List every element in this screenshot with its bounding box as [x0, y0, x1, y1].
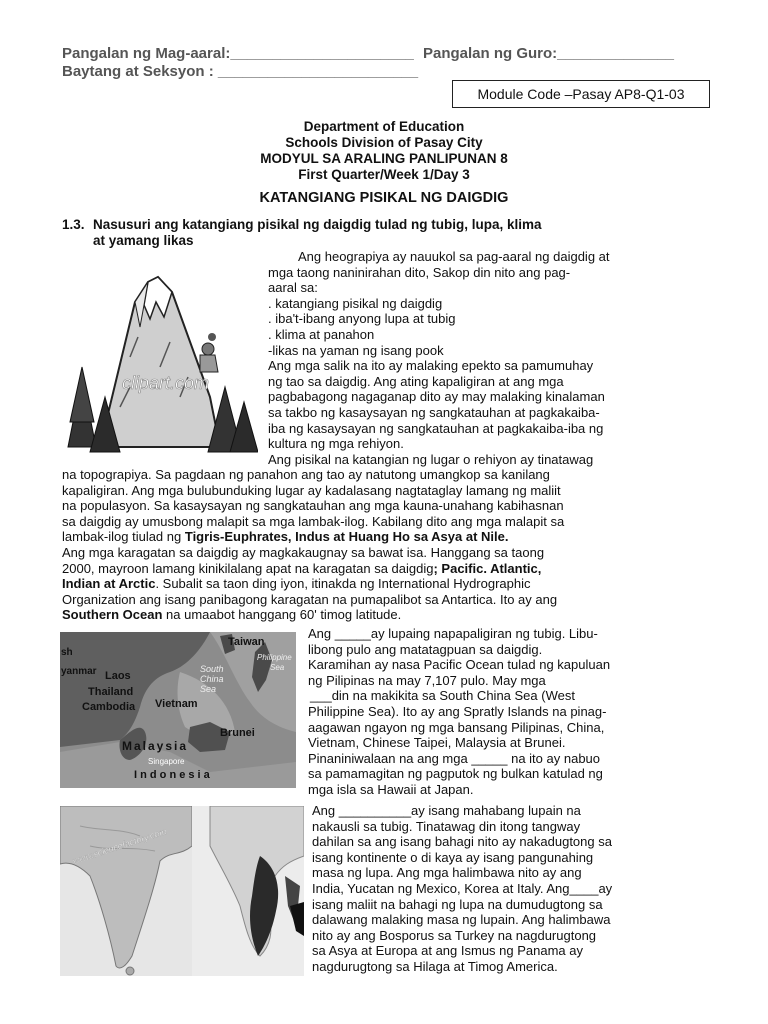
section3-line: ng Pilipinas na may 7,107 pulo. May mga [308, 672, 546, 688]
oceans-names-2: Indian at Arctic [62, 576, 156, 592]
section4-line: India, Yucatan ng Mexico, Korea at Italy. Ang____ay [312, 880, 613, 896]
section1-line: kultura ng mga rehiyon. [268, 436, 404, 452]
map-label-laos: Laos [105, 670, 131, 682]
section1-line: aaral sa: [268, 280, 318, 296]
map-label-philippine: Philippine [257, 653, 292, 662]
section1-line: pagbabagong nagaganap dito ay may malaking kinalaman [268, 389, 605, 405]
peninsula-maps [60, 806, 304, 976]
objective-line-1: Nasusuri ang katangiang pisikal ng daigdig tulad ng tubig, lupa, klima [93, 217, 542, 232]
section4-line: Ang __________ay isang mahabang lupain na [312, 803, 581, 818]
objective-number: 1.3. [62, 217, 85, 232]
section3-line: sa pamamagitan ng pagputok ng bulkan katulad ng [308, 766, 603, 782]
department-line: Department of Education [303, 119, 465, 134]
section4-line: masa ng lupa. Ang mga halimbawa nito ay ang [312, 865, 582, 881]
map-label-thailand: Thailand [88, 686, 134, 698]
section4-line: sa Asya at Europa at ang Ismus ng Panama ay [312, 943, 583, 959]
rivers-prefix: lambak-ilog tiulad ng [62, 529, 185, 545]
section1-text [268, 249, 698, 467]
student-name-label: Pangalan ng Mag-aaral:______________________ [62, 45, 414, 62]
section1-line: sa takbo ng kasaysayan ng sangkatauhan at pagkakaiba- [268, 404, 600, 420]
section4-line: isang maliit na bahagi ng lupa na dumudugtong sa [312, 896, 603, 912]
map-image [60, 632, 296, 788]
oceans-line-5-text: na umaabot hanggang 60' timog latitude. [162, 607, 402, 623]
section1-line: . klima at panahon [268, 326, 375, 342]
mountain-watermark: clipart.com [122, 373, 210, 393]
map-label-south: South [200, 664, 224, 674]
section4-line: isang kontinente o di kaya ay isang pangunahing [312, 849, 594, 865]
section4-line: nakausli sa tubig. Tinatawag din itong tangway [312, 818, 581, 834]
map-label-sh: sh [61, 647, 73, 658]
section1-line: Ang mga salik na ito ay malaking epekto sa pamumuhay [268, 358, 594, 374]
map-label-sea: Sea [200, 684, 217, 694]
section3-text [308, 626, 718, 798]
map-label-vietnam: Vietnam [155, 698, 198, 710]
module-code-box [452, 80, 710, 108]
map2-watermark: www.sciencefactory.com [71, 826, 168, 866]
rivers-names: Tigris-Euphrates, Indus at Huang Ho sa Asya at Nile. [184, 529, 509, 545]
map-label-cambodia: Cambodia [82, 701, 136, 713]
section4-line: dalawang malaking masa ng lupain. Ang halimbawa [312, 912, 611, 928]
map-label-brunei: Brunei [220, 727, 255, 739]
oceans-names-1: ; Pacific. Atlantic, [433, 560, 542, 576]
section2-line: na topograpiya. Sa pagdaan ng panahon ang tao ay natutong umangkop sa kanilang [62, 467, 550, 482]
teacher-name-label: Pangalan ng Guro:______________ [423, 45, 674, 62]
section4-line: nito ay ang Bosporus sa Turkey na nagdurugtong [312, 927, 597, 943]
oceans-line-2 [62, 561, 722, 577]
oceans-line-2-text: 2000, mayroon lamang kinikilalang apat na karagatan sa daigdig [62, 560, 434, 576]
section2-line: na populasyon. Sa kasaysayan ng sangkatauhan ang mga kauna-unahang kabihasnan [62, 498, 564, 514]
section1-line: -likas na yaman ng isang pook [268, 342, 444, 358]
section2-line: sa daigdig ay umusbong malapit sa mga lambak-ilog. Kabilang dito ang mga malapit sa [62, 513, 565, 529]
section1-line: . iba't-ibang anyong lupa at tubig [268, 311, 456, 327]
mountain-illustration [60, 257, 258, 455]
southeast-asia-map [60, 632, 296, 788]
section4-text [312, 803, 722, 975]
section2-text [62, 467, 722, 623]
map-label-sea-2: Sea [270, 663, 285, 672]
section3-line: mga isla sa Hawaii at Japan. [308, 781, 474, 797]
southern-ocean-name: Southern Ocean [62, 607, 163, 623]
section3-line: libong pulo ang matatagpuan sa daigdig. [308, 641, 543, 657]
map-label-indonesia: I n d o n e s i a [134, 769, 210, 781]
section3-line: aagawan ngayon ng mga bansang Pilipinas, China, [308, 719, 605, 735]
map-label-taiwan: Taiwan [228, 636, 265, 648]
module-code: Module Code –Pasay AP8-Q1-03 [477, 86, 685, 102]
section3-line: Pinaniniwalaan na ang mga _____ na ito ay nabuo [308, 750, 601, 766]
peninsula-image [60, 806, 304, 976]
mountain-image [60, 257, 258, 455]
map-label-malaysia: Malaysia [122, 739, 189, 753]
section3-line: Philippine Sea). Ito ay ang Spratly Islands na pinag- [308, 703, 607, 719]
module-title-line: MODYUL SA ARALING PANLIPUNAN 8 [260, 151, 508, 166]
oceans-line-5 [62, 607, 722, 623]
section3-line: Ang _____ay lupaing napapaligiran ng tubig. Libu- [308, 626, 598, 641]
title-block [0, 119, 768, 183]
map-label-china: China [200, 674, 224, 684]
section1-line: . katangiang pisikal ng daigdig [268, 295, 443, 311]
objective-line-2: at yamang likas [93, 233, 194, 248]
division-line: Schools Division of Pasay City [285, 135, 483, 150]
oceans-line-4: Organization ang isang panibagong karagatan na pumapalibot sa Antartica. Ito ay ang [62, 591, 558, 607]
map-label-yanmar: yanmar [61, 666, 97, 677]
section2-line: kapaligiran. Ang mga bulubunduking lugar ay kadalasang nagtataglay lamang ng maliit [62, 482, 561, 498]
section1-line: mga taong naninirahan dito, Sakop din nito ang pag- [268, 264, 571, 280]
rivers-line [62, 529, 722, 545]
section3-line: Karamihan ay nasa Pacific Ocean tulad ng kapuluan [308, 657, 611, 673]
quarter-line: First Quarter/Week 1/Day 3 [298, 167, 470, 182]
section1-line: Ang heograpiya ay nauukol sa pag-aaral ng daigdig at [298, 249, 610, 264]
map-label-singapore: Singapore [148, 757, 185, 766]
oceans-line-3 [62, 576, 722, 592]
grade-section-label: Baytang at Seksyon : ________________________ [62, 63, 419, 80]
oceans-line-3-text: . Subalit sa taon ding iyon, itinakda ng International Hydrographic [155, 576, 531, 592]
section3-line: ___din na makikita sa South China Sea (West [310, 688, 575, 704]
section4-line: nagdurugtong sa Hilaga at Timog America. [312, 958, 558, 974]
section4-line: dahilan sa ang isang bahagi nito ay nakadugtong sa [312, 834, 612, 850]
section1-line: ng tao sa daigdig. Ang ating kapaligiran at ang mga [268, 373, 564, 389]
page-title: KATANGIANG PISIKAL NG DAIGDIG [259, 190, 509, 206]
section3-line: Vietnam, Chinese Taipei, Malaysia at Brunei. [308, 735, 566, 751]
oceans-line-1: Ang mga karagatan sa daigdig ay magkakaugnay sa bawat isa. Hanggang sa taong [62, 544, 545, 560]
section1-line: Ang pisikal na katangian ng lugar o rehiyon ay tinatawag [268, 451, 594, 467]
section1-line: iba ng kasaysayan ng sangkatauhan at pagkakaiba-iba ng [268, 420, 604, 436]
